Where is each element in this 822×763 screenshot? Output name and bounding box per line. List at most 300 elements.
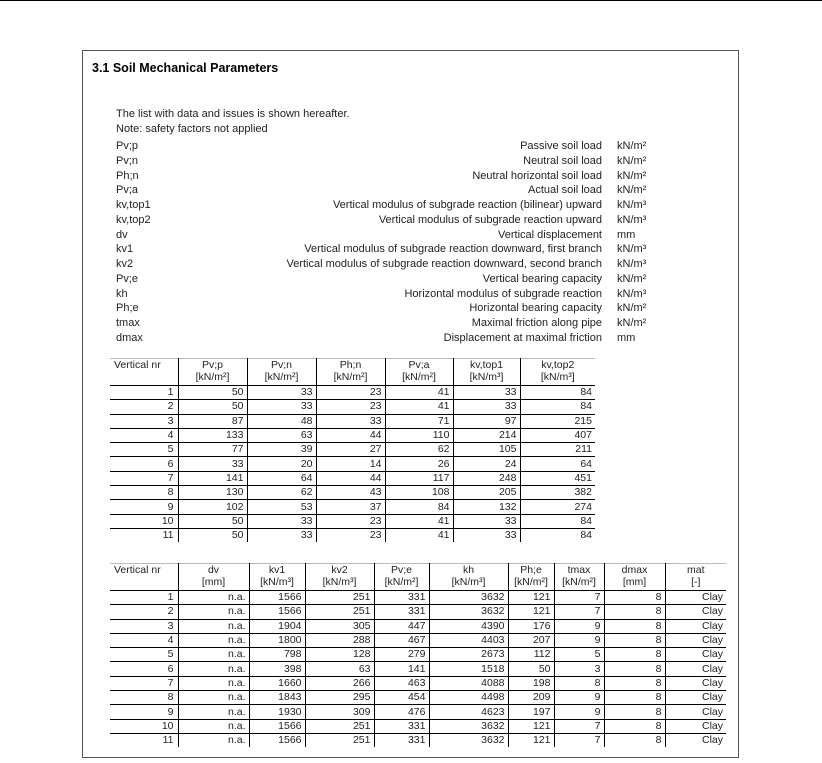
- table-cell: 4623: [429, 705, 508, 719]
- legend-row: [116, 154, 676, 169]
- table-cell: 5: [110, 648, 178, 662]
- table-cell: 309: [305, 705, 374, 719]
- table-cell: 463: [374, 676, 429, 690]
- column-unit: [kN/m²]: [333, 371, 368, 383]
- table-cell: 11: [110, 733, 178, 747]
- legend-row: [116, 228, 676, 243]
- table-cell: 141: [178, 471, 247, 485]
- legend-row: [116, 316, 676, 331]
- column-name: kv2: [331, 564, 348, 576]
- table-row: [110, 691, 726, 705]
- column-header: [604, 564, 665, 591]
- table-cell: 215: [520, 414, 595, 428]
- column-header: [520, 359, 595, 386]
- legend-symbol: Pv;a: [116, 184, 139, 197]
- table-cell: 251: [305, 605, 374, 619]
- table-cell: 50: [178, 528, 247, 542]
- table-cell: 41: [385, 400, 453, 414]
- legend-symbol: Pv;p: [116, 140, 139, 152]
- table-cell: 23: [316, 386, 385, 400]
- legend-symbol: kh: [116, 287, 128, 300]
- column-header: [178, 359, 247, 386]
- table-cell: 8: [604, 605, 665, 619]
- table-cell: 102: [178, 500, 247, 514]
- column-header: [110, 359, 178, 386]
- legend-symbol: Ph;e: [116, 302, 139, 315]
- table-row: [110, 591, 726, 605]
- table-cell: 454: [374, 691, 429, 705]
- legend-unit: kN/m³: [617, 287, 647, 300]
- table-cell: 3632: [429, 605, 508, 619]
- table-cell: 23: [316, 528, 385, 542]
- legend-desc: Vertical modulus of subgrade reaction upward: [378, 213, 602, 226]
- table-cell: 1518: [429, 662, 508, 676]
- table-cell: 3: [554, 662, 604, 676]
- legend-desc: Vertical modulus of subgrade reaction downward, first branch: [304, 243, 602, 256]
- table-cell: 63: [305, 662, 374, 676]
- table-row: [110, 619, 726, 633]
- table-cell: 1566: [249, 605, 305, 619]
- table-cell: 24: [453, 457, 520, 471]
- table-cell: 7: [554, 605, 604, 619]
- table-cell: 1566: [249, 719, 305, 733]
- table-cell: 37: [316, 500, 385, 514]
- column-unit: [kN/m²]: [264, 371, 299, 383]
- table-cell: 11: [110, 528, 178, 542]
- table-cell: 117: [385, 471, 453, 485]
- table-cell: 33: [247, 400, 316, 414]
- table-row: [110, 605, 726, 619]
- table-cell: 50: [508, 662, 554, 676]
- table-cell: 128: [305, 648, 374, 662]
- table-cell: 33: [178, 457, 247, 471]
- legend-desc: Horizontal modulus of subgrade reaction: [404, 287, 602, 300]
- table-row: [110, 428, 595, 442]
- table-cell: 84: [520, 386, 595, 400]
- table-cell: n.a.: [178, 605, 249, 619]
- table-cell: 798: [249, 648, 305, 662]
- table-cell: 132: [453, 500, 520, 514]
- table-cell: 407: [520, 428, 595, 442]
- table-cell: 4390: [429, 619, 508, 633]
- legend-desc: Maximal friction along pipe: [471, 317, 602, 329]
- table-row: [110, 514, 595, 528]
- column-header: [178, 564, 249, 591]
- table-cell: 133: [178, 428, 247, 442]
- column-header: [249, 564, 305, 591]
- table-cell: 53: [247, 500, 316, 514]
- table-cell: 7: [110, 676, 178, 690]
- table-cell: 7: [554, 719, 604, 733]
- column-header: [429, 564, 508, 591]
- column-unit: [kN/m²]: [195, 371, 230, 383]
- table-cell: 207: [508, 633, 554, 647]
- table-cell: Clay: [665, 619, 726, 633]
- table-cell: 121: [508, 605, 554, 619]
- table-cell: 251: [305, 591, 374, 605]
- table-cell: 63: [247, 428, 316, 442]
- legend-unit: kN/m²: [617, 154, 647, 167]
- table-row: [110, 414, 595, 428]
- table-row: [110, 676, 726, 690]
- column-unit: [kN/m³]: [451, 576, 486, 588]
- legend-symbol: kv1: [116, 243, 134, 256]
- table-cell: n.a.: [178, 633, 249, 647]
- column-unit: [-]: [691, 576, 701, 588]
- legend-symbol: tmax: [116, 317, 140, 329]
- legend-desc: Neutral horizontal soil load: [472, 169, 602, 182]
- column-name: Ph;n: [339, 359, 362, 371]
- table-cell: 41: [385, 528, 453, 542]
- table-row: [110, 486, 595, 500]
- table-cell: 33: [453, 528, 520, 542]
- table-cell: 2: [110, 605, 178, 619]
- table-cell: 44: [316, 428, 385, 442]
- column-name: dv: [207, 564, 220, 576]
- legend-desc: Vertical modulus of subgrade reaction downward, second branch: [286, 258, 602, 270]
- table-cell: 5: [554, 648, 604, 662]
- table-cell: 331: [374, 733, 429, 747]
- table-cell: 197: [508, 705, 554, 719]
- table-cell: 8: [604, 705, 665, 719]
- table-cell: 3632: [429, 591, 508, 605]
- column-header: [385, 359, 453, 386]
- table-cell: Clay: [665, 591, 726, 605]
- legend-row: [116, 169, 676, 184]
- table-cell: Clay: [665, 691, 726, 705]
- table-cell: 8: [604, 648, 665, 662]
- column-name: Pv;e: [390, 564, 412, 576]
- legend-desc: Vertical modulus of subgrade reaction (bilinear) upward: [332, 199, 602, 211]
- legend-row: [116, 198, 676, 213]
- legend-symbol: Ph;n: [116, 169, 139, 182]
- table-cell: 8: [604, 719, 665, 733]
- table-cell: 251: [305, 733, 374, 747]
- table-cell: 14: [316, 457, 385, 471]
- table-cell: 251: [305, 719, 374, 733]
- table-cell: n.a.: [178, 591, 249, 605]
- table-row: [110, 662, 726, 676]
- column-name: kh: [462, 564, 475, 576]
- table-cell: 2: [110, 400, 178, 414]
- legend-symbol: kv,top2: [116, 213, 151, 226]
- legend-unit: kN/m²: [617, 140, 647, 152]
- legend-desc: Vertical bearing capacity: [482, 272, 602, 285]
- table-cell: 84: [520, 514, 595, 528]
- table-cell: 447: [374, 619, 429, 633]
- legend-desc: Vertical displacement: [498, 228, 602, 241]
- table-cell: Clay: [665, 676, 726, 690]
- column-name: kv1: [268, 564, 286, 576]
- table-cell: 7: [110, 471, 178, 485]
- table-cell: n.a.: [178, 733, 249, 747]
- legend-symbol: Pv;e: [116, 272, 139, 285]
- table-cell: 23: [316, 400, 385, 414]
- legend-desc: Passive soil load: [520, 140, 602, 152]
- legend-unit: kN/m²: [617, 302, 647, 315]
- table-cell: 211: [520, 443, 595, 457]
- legend-unit: kN/m³: [617, 199, 647, 211]
- legend-row: [116, 301, 676, 316]
- table-cell: 48: [247, 414, 316, 428]
- table-cell: 33: [453, 514, 520, 528]
- column-header: [554, 564, 604, 591]
- table-cell: 62: [385, 443, 453, 457]
- table-cell: 4403: [429, 633, 508, 647]
- table-cell: 41: [385, 514, 453, 528]
- table-cell: 331: [374, 591, 429, 605]
- legend-symbol: kv2: [116, 258, 134, 270]
- table-cell: 9: [110, 705, 178, 719]
- table-cell: 8: [554, 676, 604, 690]
- table-cell: 50: [178, 514, 247, 528]
- intro-note: Note: safety factors not applied: [116, 123, 268, 135]
- table-cell: 3: [110, 414, 178, 428]
- column-header: [316, 359, 385, 386]
- table-cell: 1660: [249, 676, 305, 690]
- table-cell: 26: [385, 457, 453, 471]
- table-cell: 1930: [249, 705, 305, 719]
- column-header: [665, 564, 726, 591]
- legend-symbol: dv: [116, 228, 128, 241]
- column-header: [247, 359, 316, 386]
- table-cell: 6: [110, 662, 178, 676]
- table-cell: 71: [385, 414, 453, 428]
- table-cell: 9: [554, 705, 604, 719]
- table-cell: 8: [604, 733, 665, 747]
- table-cell: 33: [316, 414, 385, 428]
- table-cell: 1843: [249, 691, 305, 705]
- table-cell: 87: [178, 414, 247, 428]
- legend-unit: mm: [617, 331, 636, 344]
- table-cell: 8: [604, 633, 665, 647]
- table-cell: 8: [604, 662, 665, 676]
- table-cell: Clay: [665, 719, 726, 733]
- table-cell: 4498: [429, 691, 508, 705]
- table-cell: Clay: [665, 733, 726, 747]
- table-cell: 1: [110, 591, 178, 605]
- legend-unit: kN/m²: [617, 272, 647, 285]
- legend-symbol: dmax: [116, 331, 143, 344]
- column-header: [453, 359, 520, 386]
- column-header: [305, 564, 374, 591]
- soil-load-table: [110, 358, 595, 542]
- table-cell: 3632: [429, 719, 508, 733]
- table-cell: 7: [554, 733, 604, 747]
- column-name: Vertical nr: [114, 564, 161, 576]
- table-cell: Clay: [665, 633, 726, 647]
- table-cell: 84: [385, 500, 453, 514]
- table-cell: 398: [249, 662, 305, 676]
- column-unit: [kN/m²]: [562, 576, 596, 588]
- table-cell: 27: [316, 443, 385, 457]
- table-row: [110, 386, 595, 400]
- table-cell: 108: [385, 486, 453, 500]
- legend-list: [116, 139, 676, 346]
- table-cell: n.a.: [178, 691, 249, 705]
- column-name: kv,top2: [541, 359, 575, 371]
- legend-unit: kN/m³: [617, 213, 647, 226]
- column-unit: [kN/m²]: [514, 576, 548, 588]
- table-cell: 1566: [249, 733, 305, 747]
- legend-desc: Neutral soil load: [523, 154, 602, 167]
- column-name: dmax: [621, 564, 648, 576]
- table-cell: 288: [305, 633, 374, 647]
- column-name: Pv;n: [270, 359, 292, 371]
- table-cell: 9: [554, 691, 604, 705]
- table-cell: 451: [520, 471, 595, 485]
- legend-desc: Actual soil load: [528, 184, 602, 197]
- column-name: kv,top1: [469, 359, 504, 371]
- table-cell: 205: [453, 486, 520, 500]
- top-rule: [0, 0, 822, 1]
- table-cell: 4: [110, 633, 178, 647]
- table-row: [110, 500, 595, 514]
- table-cell: 4088: [429, 676, 508, 690]
- table-cell: 62: [247, 486, 316, 500]
- table-cell: 33: [247, 386, 316, 400]
- legend-symbol: Pv;n: [116, 154, 139, 167]
- legend-unit: kN/m³: [617, 243, 647, 256]
- table-cell: 9: [554, 633, 604, 647]
- legend-row: [116, 242, 676, 257]
- table-cell: 467: [374, 633, 429, 647]
- table-cell: 77: [178, 443, 247, 457]
- legend-row: [116, 272, 676, 287]
- table-cell: 1566: [249, 591, 305, 605]
- table-cell: n.a.: [178, 619, 249, 633]
- table-cell: 39: [247, 443, 316, 457]
- table-row: [110, 471, 595, 485]
- table-cell: Clay: [665, 605, 726, 619]
- table-row: [110, 648, 726, 662]
- legend-row: [116, 183, 676, 198]
- table-cell: 8: [604, 591, 665, 605]
- legend-row: [116, 257, 676, 272]
- table-cell: 8: [604, 619, 665, 633]
- table-cell: Clay: [665, 705, 726, 719]
- table-cell: 33: [247, 514, 316, 528]
- table-cell: 8: [110, 486, 178, 500]
- table-cell: 9: [554, 619, 604, 633]
- column-unit: [kN/m³]: [260, 576, 294, 588]
- table-cell: 8: [604, 676, 665, 690]
- intro-line: The list with data and issues is shown hereafter.: [116, 108, 350, 120]
- table-cell: 198: [508, 676, 554, 690]
- section-title: 3.1 Soil Mechanical Parameters: [92, 61, 279, 75]
- table-cell: 9: [110, 500, 178, 514]
- table-cell: 1800: [249, 633, 305, 647]
- table-cell: 8: [110, 691, 178, 705]
- table-cell: 33: [453, 386, 520, 400]
- table-cell: 266: [305, 676, 374, 690]
- subgrade-modulus-table: [110, 563, 726, 747]
- table-cell: 105: [453, 443, 520, 457]
- table-cell: 10: [110, 514, 178, 528]
- column-unit: [kN/m³]: [322, 576, 357, 588]
- legend-row: [116, 287, 676, 302]
- table-cell: 1904: [249, 619, 305, 633]
- legend-unit: kN/m²: [617, 317, 647, 329]
- table-cell: 121: [508, 591, 554, 605]
- table-cell: 5: [110, 443, 178, 457]
- legend-unit: kN/m²: [617, 169, 647, 182]
- table-cell: n.a.: [178, 662, 249, 676]
- column-name: mat: [686, 564, 705, 576]
- column-header: [508, 564, 554, 591]
- table-cell: 176: [508, 619, 554, 633]
- table-cell: 43: [316, 486, 385, 500]
- column-name: Pv;p: [201, 359, 223, 371]
- table-cell: n.a.: [178, 719, 249, 733]
- legend-row: [116, 139, 676, 154]
- table-cell: 7: [554, 591, 604, 605]
- table-cell: 141: [374, 662, 429, 676]
- column-unit: [kN/m³]: [469, 371, 504, 383]
- column-name: Ph;e: [520, 564, 542, 576]
- table-row: [110, 719, 726, 733]
- table-cell: 97: [453, 414, 520, 428]
- table-cell: 50: [178, 386, 247, 400]
- column-name: Vertical nr: [114, 359, 161, 371]
- column-name: tmax: [567, 564, 591, 576]
- table-cell: 4: [110, 428, 178, 442]
- column-name: Pv;a: [408, 359, 430, 371]
- legend-unit: kN/m²: [617, 184, 647, 197]
- table-cell: n.a.: [178, 648, 249, 662]
- column-header: [110, 564, 178, 591]
- legend-desc: Horizontal bearing capacity: [469, 302, 602, 315]
- table-cell: 33: [247, 528, 316, 542]
- legend-desc: Displacement at maximal friction: [443, 331, 602, 344]
- table-row: [110, 733, 726, 747]
- table-cell: 6: [110, 457, 178, 471]
- table-cell: 209: [508, 691, 554, 705]
- table-cell: 44: [316, 471, 385, 485]
- table-cell: 476: [374, 705, 429, 719]
- table-cell: 23: [316, 514, 385, 528]
- table-cell: 331: [374, 605, 429, 619]
- legend-unit: mm: [617, 228, 636, 241]
- table-cell: 8: [604, 691, 665, 705]
- table-cell: n.a.: [178, 676, 249, 690]
- table-cell: 121: [508, 733, 554, 747]
- legend-symbol: kv,top1: [116, 199, 151, 211]
- column-unit: [mm]: [201, 576, 226, 588]
- table-cell: 41: [385, 386, 453, 400]
- table-cell: 20: [247, 457, 316, 471]
- table-cell: Clay: [665, 662, 726, 676]
- table-cell: Clay: [665, 648, 726, 662]
- table-cell: 305: [305, 619, 374, 633]
- table-cell: 2673: [429, 648, 508, 662]
- table-cell: n.a.: [178, 705, 249, 719]
- table-row: [110, 443, 595, 457]
- column-header: [374, 564, 429, 591]
- table-cell: 1: [110, 386, 178, 400]
- table-row: [110, 633, 726, 647]
- table-row: [110, 400, 595, 414]
- table-cell: 112: [508, 648, 554, 662]
- legend-row: [116, 213, 676, 228]
- column-unit: [mm]: [622, 576, 647, 588]
- table-cell: 274: [520, 500, 595, 514]
- table-cell: 84: [520, 400, 595, 414]
- table-cell: 50: [178, 400, 247, 414]
- table-cell: 110: [385, 428, 453, 442]
- column-unit: [kN/m²]: [402, 371, 436, 383]
- table-cell: 84: [520, 528, 595, 542]
